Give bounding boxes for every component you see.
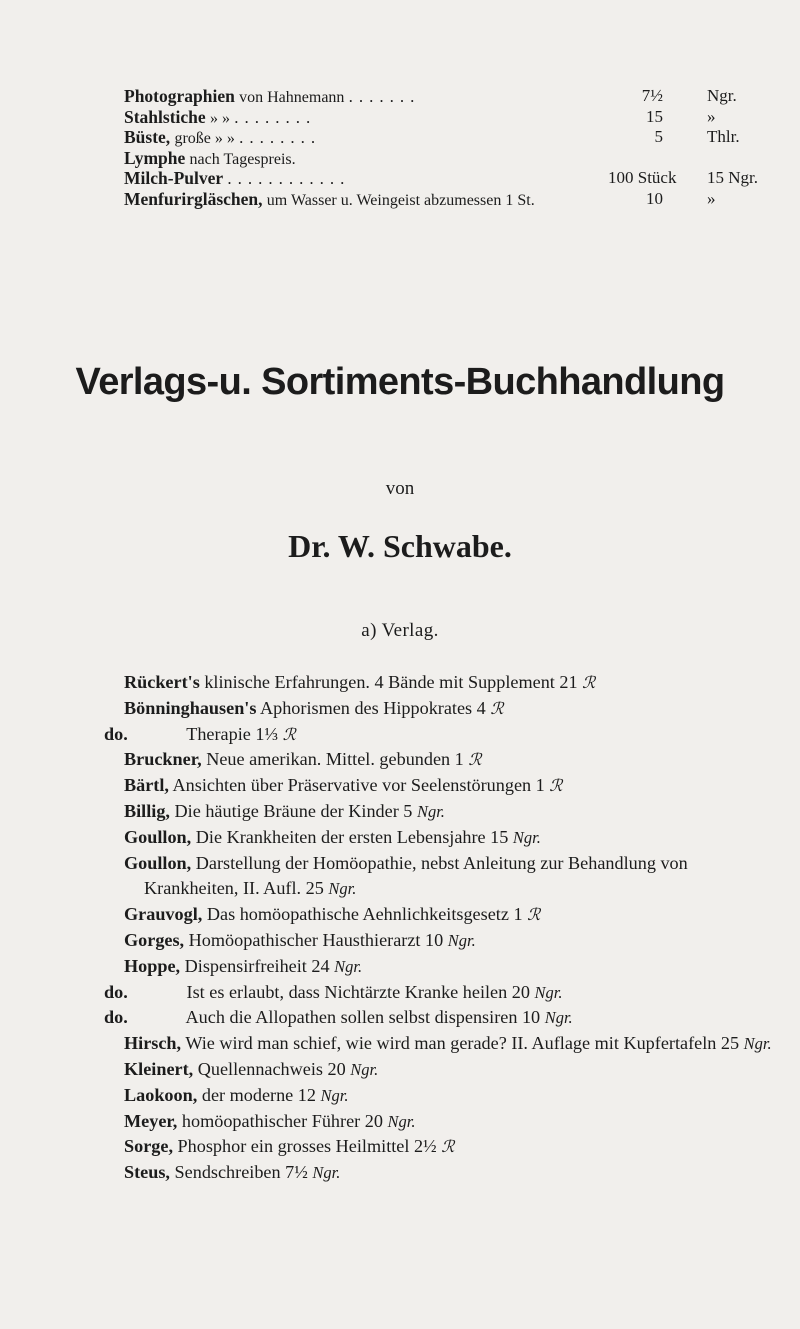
book-author: Grauvogl, [124,904,203,925]
book-entry [104,1005,774,1031]
book-author: Goullon, [124,826,192,847]
book-title: klinische Erfahrungen. 4 Bände mit Supplement 21 [204,672,578,692]
price-item-amount: 5 [654,127,663,147]
price-item-dots: ........ [234,107,317,127]
book-title: Darstellung der Homöopathie, nebst Anleitung zur Behandlung von Krankheiten, II. Aufl. 25 [144,852,688,899]
book-entry [124,1031,774,1057]
price-item-dots: ............ [227,169,351,189]
book-title: homöopathischer Führer 20 [181,1110,383,1131]
price-item-unit: Ngr. [707,86,737,105]
price-item-amount: 100 Stück [608,168,677,188]
book-entry [104,980,774,1006]
book-price-currency: Ngr. [328,879,357,899]
book-entry [124,773,774,799]
book-author: do. [104,981,128,1002]
book-price-currency: ℛ [490,698,504,718]
price-row [124,127,774,148]
book-author: Gorges, [124,929,185,950]
book-price-currency: ℛ [468,750,482,770]
price-item-amount: 10 [646,188,663,208]
book-entry [104,722,774,748]
book-entry [124,1160,774,1186]
book-entry [124,954,774,980]
price-item-detail: nach Tagespreis. [189,150,296,168]
price-item-name: Lymphe [124,147,186,168]
book-title: Das homöopathische Aehnlichkeitsgesetz 1 [206,904,523,925]
book-entry [124,902,774,928]
price-row [124,168,774,189]
book-author: do. [104,723,128,744]
book-author: Sorge, [124,1136,173,1157]
price-list [124,86,774,210]
book-author: Steus, [124,1162,170,1183]
price-item-detail: um Wasser u. Weingeist abzumessen 1 St. [266,191,535,209]
price-row [124,189,774,210]
book-title: Die häutige Bräune der Kinder 5 [174,800,413,821]
book-list [104,670,774,1186]
book-author: Meyer, [124,1110,178,1131]
section-title: a) Verlag. [361,620,439,641]
price-item-unit: 15 Ngr. [707,168,758,188]
price-item-name: Büste, [124,127,171,148]
book-entry [124,1057,774,1083]
book-title: Quellennachweis 20 [197,1058,346,1079]
bookshop-heading: Verlags-u. Sortiments-Buchhandlung [75,361,725,403]
book-price-currency: Ngr. [387,1111,416,1131]
book-title: Homöopathischer Hausthierarzt 10 [188,929,444,950]
price-item-detail: große » » [174,130,235,148]
book-title: Aphorismen des Hippokrates 4 [259,697,486,718]
book-entry [124,851,774,903]
book-author: Bönninghausen's [124,697,257,718]
book-title: Phosphor ein grosses Heilmittel 2½ [177,1136,437,1157]
book-title: Ist es erlaubt, dass Nichtärzte Kranke heilen 20 [186,981,530,1002]
price-item-detail: » » [209,109,230,127]
book-author: Rückert's [124,672,200,692]
price-item-dots: ........ [239,128,322,148]
book-price-currency: ℛ [282,724,296,744]
book-entry [124,1109,774,1135]
price-item-name: Photographien [124,86,235,106]
book-price-currency: Ngr. [743,1034,772,1054]
book-author: Billig, [124,800,170,821]
book-author: Bärtl, [124,775,169,796]
book-price-currency: ℛ [441,1137,455,1157]
book-price-currency: ℛ [527,905,541,925]
book-entry [124,928,774,954]
book-title: Sendschreiben 7½ [174,1162,308,1183]
book-entry [124,825,774,851]
price-item-name: Milch-Pulver [124,168,224,189]
book-entry [124,696,774,722]
book-title: Die Krankheiten der ersten Lebensjahre 15 [195,826,509,847]
book-author: do. [104,1007,128,1028]
book-price-currency: Ngr. [512,827,541,847]
book-title: der moderne 12 [201,1084,316,1105]
book-title: Ansichten über Präservative vor Seelenstörungen 1 [172,775,545,796]
price-row [124,107,774,128]
book-price-currency: ℛ [582,673,596,692]
price-item-dots: ....... [348,87,421,106]
book-price-currency: Ngr. [447,930,476,950]
book-price-currency: Ngr. [320,1085,349,1105]
price-row [124,86,774,107]
price-item-detail: von Hahnemann [239,89,345,106]
book-price-currency: Ngr. [534,982,563,1002]
book-price-currency: Ngr. [416,801,445,821]
book-price-currency: Ngr. [334,956,363,976]
book-entry [124,1083,774,1109]
book-author: Laokoon, [124,1084,198,1105]
price-item-amount: 15 [646,106,663,126]
book-author: Goullon, [124,852,192,873]
book-title: Auch die Allopathen sollen selbst dispensiren 10 [185,1007,541,1028]
price-item-name: Stahlstiche [124,106,206,127]
price-item-unit: » [707,106,716,126]
book-title: Dispensirfreiheit 24 [184,955,330,976]
price-row [124,148,774,169]
book-title: Therapie 1⅓ [186,723,279,744]
price-item-amount: 7½ [641,86,663,105]
price-item-unit: » [707,188,716,208]
book-author: Hirsch, [124,1033,182,1054]
book-price-currency: Ngr. [350,1059,379,1079]
owner-name: Dr. W. Schwabe. [288,528,512,564]
book-price-currency: Ngr. [544,1008,573,1028]
book-price-currency: Ngr. [312,1163,341,1183]
von-line: von [385,478,415,499]
book-title: Neue amerikan. Mittel. gebunden 1 [206,749,464,770]
price-item-name: Menfurirgläschen, [124,188,263,209]
book-entry [124,799,774,825]
book-author: Kleinert, [124,1058,194,1079]
book-entry [124,1134,774,1160]
book-entry [124,670,774,696]
book-author: Bruckner, [124,749,202,770]
book-entry [124,747,774,773]
price-item-unit: Thlr. [707,127,740,147]
book-author: Hoppe, [124,955,181,976]
book-price-currency: ℛ [549,776,563,796]
book-title: Wie wird man schief, wie wird man gerade? II. Auflage mit Kupfertafeln 25 [185,1033,740,1054]
